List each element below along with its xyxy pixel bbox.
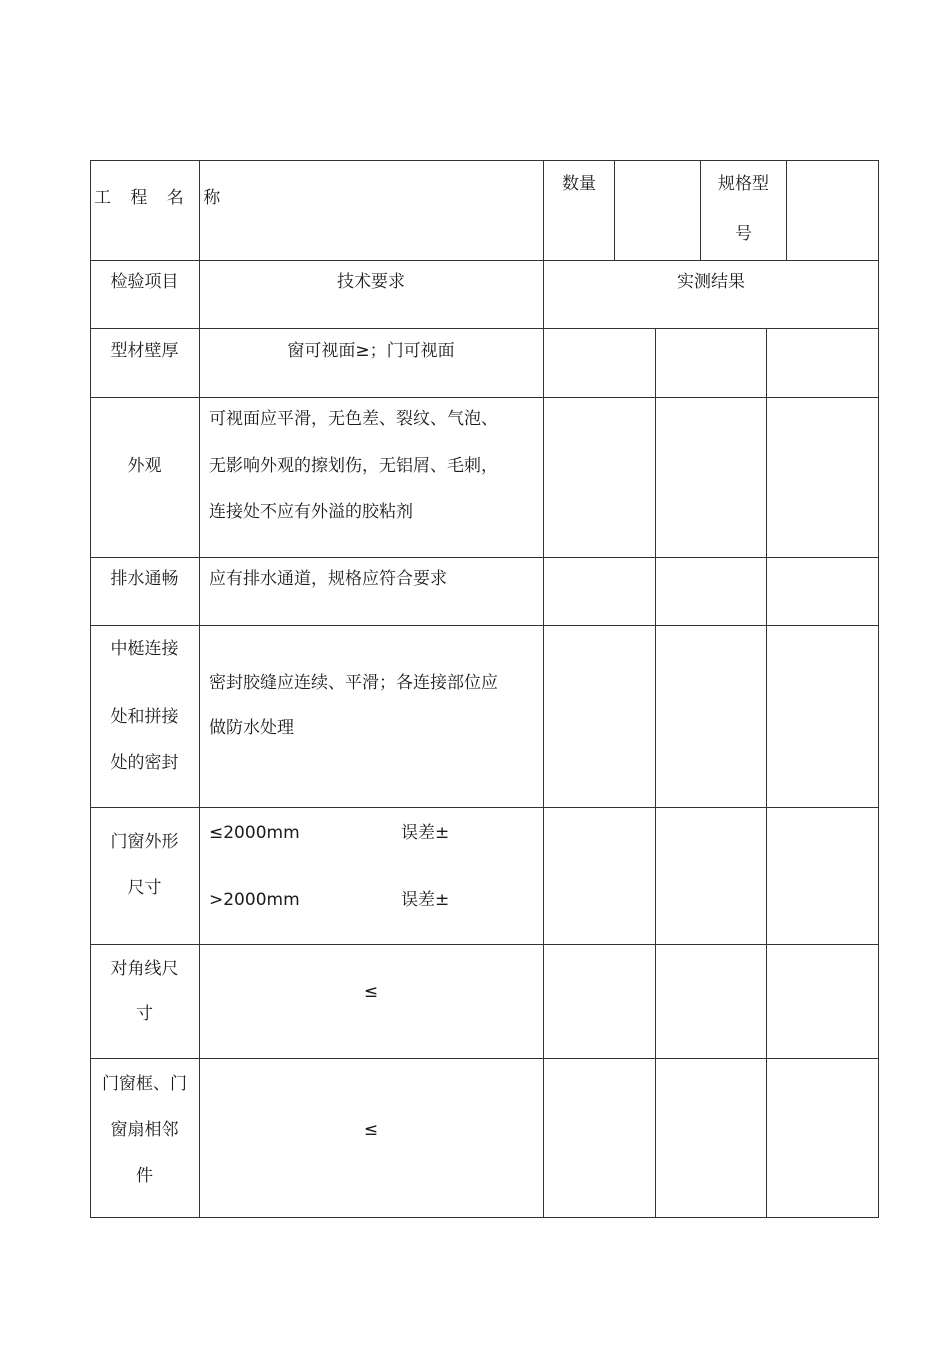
table-border-right [878, 160, 879, 1218]
row-requirement-text: ≤ [363, 982, 379, 1002]
row-requirement-text: 无影响外观的擦划伤，无铝屑、毛刺， [209, 456, 498, 476]
row-requirement-text: 密封胶缝应连续、平滑；各连接部位应 [209, 673, 498, 693]
row-requirement-text: 连接处不应有外溢的胶粘剂 [209, 502, 413, 522]
table-col-line [614, 160, 615, 260]
column-header-result: 实测结果 [677, 272, 745, 292]
row-requirement-text: 做防水处理 [209, 718, 294, 738]
row-item-label: 门窗外形 [110, 832, 179, 852]
row-item-label: 外观 [127, 456, 162, 476]
table-row-line [90, 557, 879, 558]
column-header-requirement: 技术要求 [337, 272, 405, 292]
table-col-line [786, 160, 787, 260]
row-requirement-text: 误差± [401, 890, 450, 910]
row-requirement-text: 应有排水通道，规格应符合要求 [209, 569, 447, 589]
table-col-line [766, 328, 767, 1218]
row-item-label: 窗扇相邻 [110, 1120, 179, 1140]
table-row-line [90, 1058, 879, 1059]
row-item-label: 排水通畅 [110, 569, 179, 589]
row-requirement-text: 可视面应平滑，无色差、裂纹、气泡、 [209, 409, 498, 429]
row-requirement-text: 窗可视面≥；门可视面 [287, 341, 455, 361]
row-requirement-text: 误差± [401, 823, 450, 843]
row-item-label: 中梃连接 [110, 639, 179, 659]
spec-label-line-1: 规格型 [718, 174, 769, 194]
table-row-line [90, 807, 879, 808]
row-item-label: 寸 [136, 1004, 153, 1024]
row-item-label: 件 [136, 1166, 153, 1186]
quantity-label: 数量 [562, 174, 596, 194]
table-border-bottom [90, 1217, 879, 1218]
table-border-left [90, 160, 91, 1218]
table-row-line [90, 260, 879, 261]
row-item-label: 处和拼接 [110, 707, 179, 727]
row-item-label: 尺寸 [127, 878, 162, 898]
spec-label-line-2: 号 [735, 224, 752, 244]
table-border-top [90, 160, 879, 161]
row-requirement-text: ≤2000mm [209, 823, 300, 843]
row-item-label: 对角线尺 [110, 959, 179, 979]
table-col-line [543, 160, 544, 1218]
table-row-line [90, 397, 879, 398]
table-row-line [90, 328, 879, 329]
row-item-label: 处的密封 [110, 753, 179, 773]
table-row-line [90, 625, 879, 626]
row-item-label: 门窗框、门 [102, 1074, 187, 1094]
row-item-label: 型材壁厚 [110, 341, 179, 361]
project-name-label: 工 程 名 称 [94, 188, 228, 208]
table-col-line [199, 160, 200, 1218]
table-col-line [655, 328, 656, 1218]
inspection-form-table [90, 160, 879, 1218]
column-header-item: 检验项目 [110, 272, 179, 292]
row-requirement-text: ≤ [363, 1120, 379, 1140]
row-requirement-text: >2000mm [209, 890, 300, 910]
table-row-line [90, 944, 879, 945]
